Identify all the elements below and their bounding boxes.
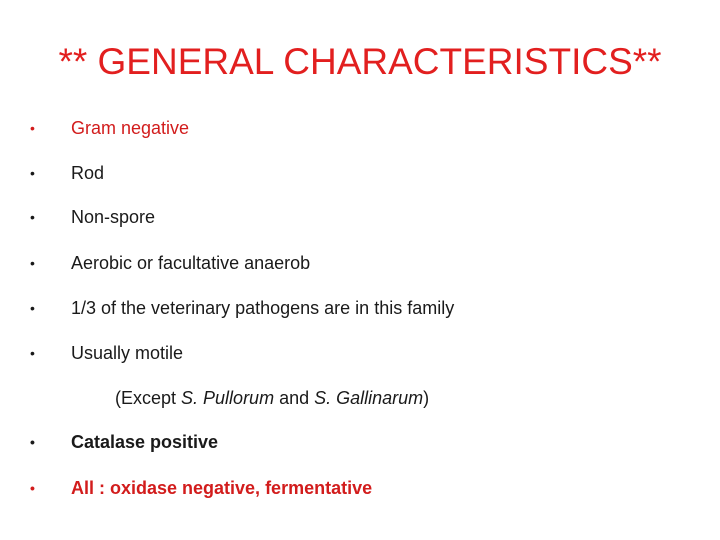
note-species-1: S. Pullorum <box>181 388 275 408</box>
slide-title: ** GENERAL CHARACTERISTICS** <box>58 41 662 82</box>
note-species-2: S. Gallinarum <box>314 388 424 408</box>
bullet-dot-icon: • <box>30 480 35 496</box>
bullet-text: Aerobic or facultative anaerob <box>71 253 311 273</box>
bullet-text: Rod <box>71 163 105 183</box>
bullet-text: 1/3 of the veterinary pathogens are in this family <box>71 298 455 318</box>
bullet-dot-icon: • <box>30 434 35 450</box>
bullet-dot-icon: • <box>30 345 35 361</box>
bullet-dot-icon: • <box>30 300 35 316</box>
bullet-text: Non-spore <box>71 207 156 227</box>
bullet-text: Gram negative <box>71 118 190 138</box>
note-middle: and <box>274 388 315 408</box>
motile-exception-note <box>115 385 429 411</box>
note-close: ) <box>423 388 430 408</box>
bullet-dot-icon: • <box>30 120 35 136</box>
bullet-dot-icon: • <box>30 255 35 271</box>
bullet-dot-icon: • <box>30 209 35 225</box>
note-open: (Except <box>115 388 182 408</box>
bullet-text: Catalase positive <box>71 432 219 452</box>
bullet-text: Usually motile <box>71 343 184 363</box>
bullet-dot-icon: • <box>30 165 35 181</box>
bullet-text: All : oxidase negative, fermentative <box>71 478 373 498</box>
